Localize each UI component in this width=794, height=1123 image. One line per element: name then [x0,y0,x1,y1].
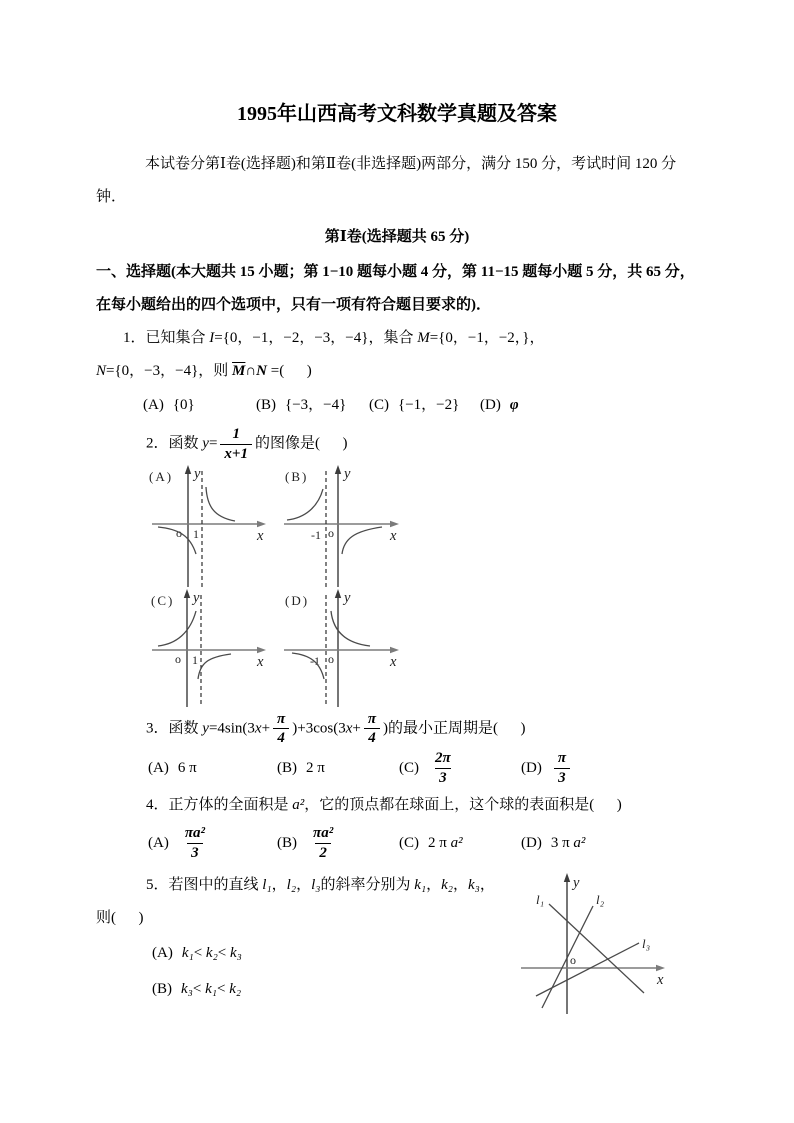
option-label: (D) [480,397,501,413]
option-value: 2 π a² [428,834,463,851]
option-label: (A) [152,945,173,962]
question-2-line: 2．函数 y= $\frac{1}{x+1}$ 的图像是( ) [146,426,348,462]
option-label: (C) [399,834,419,851]
option-value: k₁< k₂< k₃ [181,945,242,962]
question-5-line-1: 5．若图中的直线 l₁，l₂，l₃的斜率分别为 k₁，k₂，k₃， [146,877,495,894]
line-l3-label: l₃ [642,936,651,952]
origin-label: o [175,651,181,666]
q1-option-a [143,389,256,422]
option-label: (B) [256,397,276,413]
origin-label: o [328,525,334,540]
x-axis-arrow [390,520,399,526]
option-value: $\frac{\pi}{3}$ [551,760,573,776]
question-5-block [96,869,698,1007]
option-value: 6 π [177,759,197,776]
q4-option-b [277,825,399,862]
question-5-line-2: 则( ) [96,910,144,927]
question-3-line: 3．函数 y=4sin(3x+ $\frac{\pi}{4}$ )+3cos(3x+ $\frac{\pi}{4}$ )的最小正周期是( ) [146,710,526,747]
q3-option-b [277,752,399,785]
hyperbola-branch-upper [331,611,370,646]
option-label: (D) [521,834,542,851]
question-4-line: 4．正方体的全面积是 a²，它的顶点都在球面上，这个球的表面积是( ) [146,797,622,814]
option-label: (C) [369,397,389,413]
tick-label: 1 [192,652,198,667]
x-axis-label: x [390,527,397,544]
option-value: φ [509,397,519,413]
x-axis-label: x [390,653,397,670]
y-axis-label: y [573,875,580,892]
option-label: (D) [521,759,542,776]
line-l3 [536,943,639,996]
x-axis-arrow [656,965,665,971]
option-value: {−1，−2} [398,397,460,413]
option-label: (B) [277,834,297,851]
q3-option-a [148,752,277,785]
q2-graph-option-b [282,463,412,591]
tick-label: -1 [311,527,321,542]
y-axis-label: y [344,465,351,482]
q1-option-c [369,389,480,422]
option-label: (A) [143,397,164,413]
question-3-options [148,747,698,789]
hyperbola-branch-lower [198,654,231,679]
q3-option-d [521,750,698,787]
option-label: (B) [152,981,172,998]
graph-label: (A) [149,468,174,484]
option-label: (B) [277,759,297,776]
graph-label: (C) [151,592,175,608]
q4-option-d [521,827,698,860]
option-label: (C) [399,759,419,776]
option-label: (A) [148,834,169,851]
question-4-options [148,822,698,864]
q2-graph-option-c [146,585,276,711]
y-axis-arrow [335,465,341,474]
tick-label: 1 [193,526,199,541]
question-1-options [143,388,698,423]
y-axis-arrow [185,465,191,474]
y-axis-arrow [184,589,190,598]
option-value: k₃< k₁< k₂ [181,981,242,998]
y-axis-arrow [335,589,341,598]
graph-label: (D) [285,592,310,608]
x-axis-label: x [257,527,264,544]
line-l1 [549,904,644,993]
x-axis-label: x [257,653,264,670]
hyperbola-branch-upper [206,487,235,521]
question-1-line-1: 1．已知集合 I={0，−1，−2，−3，−4}，集合 M={0，−1，−2，}， [123,330,545,346]
hyperbola-branch-lower [342,527,382,554]
line-l1-label: l₁ [536,892,545,908]
document-title: 1995年山西高考文科数学真题及答案 [237,103,557,125]
q4-option-a [148,825,277,862]
option-value: {−3，−4} [285,397,347,413]
section1-instructions: 一、选择题(本大题共 15 小题；第 1−10 题每小题 4 分，第 11−15 题每小题 5 分，共 65 分，在每小题给出的四个选项中，只有一项有符合题目要求的)． [96,264,695,313]
part1-heading: 第Ⅰ卷(选择题共 65 分) [324,229,470,245]
q1-option-d [480,389,698,422]
option-value: {0} [172,397,195,413]
q2-graph-option-d [282,585,412,711]
option-value: 3 π a² [550,834,586,851]
origin-label: o [328,651,334,666]
tick-label: -1 [310,653,320,668]
question-1-line-2: N={0，−3，−4}，则 $\overline{M}\cap N$ =( ) [96,363,312,379]
intro-paragraph: 本试卷分第Ⅰ卷(选择题)和第Ⅱ卷(非选择题)两部分，满分 150 分，考试时间 120 分钟． [96,156,677,205]
y-axis-arrow [564,873,570,882]
x-axis-label: x [657,972,664,989]
option-value: $\frac{\text{πa²}}{3}$ [184,824,206,861]
hyperbola-branch-upper [287,489,323,520]
line-l2-label: l₂ [596,892,605,908]
option-value: 2 π [306,759,325,776]
origin-label: o [176,525,182,540]
q4-option-c [399,827,521,860]
q2-graphs-row-2 [146,585,698,711]
q1-option-b [256,389,369,422]
hyperbola-branch-lower [158,527,196,554]
y-axis-label: y [193,589,200,606]
q2-graphs-row-1 [146,463,698,591]
y-axis-label: y [194,465,201,482]
x-axis-arrow [390,646,399,652]
origin-label: o [570,953,576,968]
graph-label: (B) [285,468,309,484]
q2-graph-option-a [146,463,276,591]
option-value: $\frac{\text{πa²}}{2}$ [313,824,334,861]
q5-figure [494,866,704,1026]
x-axis-arrow [257,520,266,526]
q3-option-c [399,750,521,787]
x-axis-arrow [257,646,266,652]
option-label: (A) [148,759,169,776]
option-value: $\frac{2\pi}{3}$ [435,749,451,786]
hyperbola-branch-upper [158,611,196,646]
y-axis-label: y [344,589,351,606]
